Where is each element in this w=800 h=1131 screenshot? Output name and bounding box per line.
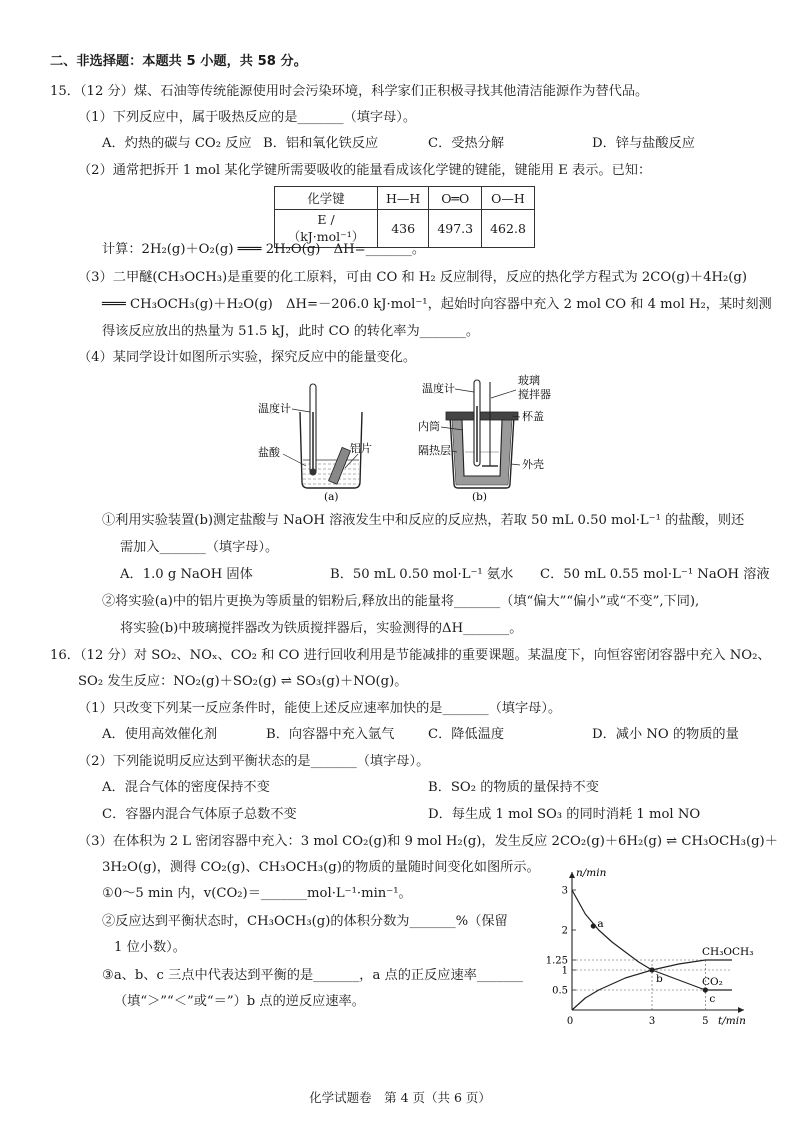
q16-part1: （1）只改变下列某一反应条件时，能使上述反应速率加快的是_______（填字母）。 [78, 701, 562, 716]
q16-p1-option-b: B．向容器中充入氩气 [266, 727, 395, 742]
q15-p1-option-c: C．受热分解 [428, 136, 505, 151]
q15-p4-1-line2: 需加入_______（填字母）。 [120, 540, 279, 555]
label-thermometer-b: 温度计 [422, 382, 455, 395]
data-point-b [649, 967, 654, 972]
mole-time-chart [545, 867, 758, 1034]
y-axis-label: n/min [576, 867, 607, 879]
x-axis-arrow [738, 1007, 744, 1013]
table-cell: O═O [429, 187, 482, 210]
apparatus-figure [250, 372, 570, 504]
label-aluminium: 铝片 [350, 442, 372, 455]
q15-part3-line2: ═══ CH₃OCH₃(g)＋H₂O(g) ΔH=－206.0 kJ·mol⁻¹，起始时向容器中充入 2 mol CO 和 4 mol H₂，某时刻测 [102, 297, 772, 312]
point-label: a [597, 918, 604, 930]
q15-part3-line3: 得该反应放出的热量为 51.5 kJ，此时 CO 的转化率为_______。 [102, 324, 480, 339]
lid [446, 412, 518, 420]
q16-p2-option-b: B．SO₂ 的物质的量保持不变 [428, 780, 599, 795]
y-tick-label: 1.25 [545, 955, 568, 967]
page-footer: 化学试题卷 第 4 页（共 6 页） [309, 1090, 491, 1105]
x-tick-label: 3 [648, 1016, 656, 1027]
q15-part3-line1: （3）二甲醚(CH₃OCH₃)是重要的化工原料，可由 CO 和 H₂ 反应制得，反应的热化学方程式为 2CO(g)＋4H₂(g) [78, 270, 748, 285]
table-cell: 462.8 [482, 210, 535, 248]
legend-label: CO₂ [702, 976, 723, 988]
label-thermometer-a: 温度计 [258, 402, 291, 415]
label-lid: 杯盖 [522, 410, 544, 423]
beaker-a [258, 384, 372, 503]
caption-b: (b) [472, 491, 487, 503]
q15-p4-2-line1: ②将实验(a)中的铝片更换为等质量的铝粉后,释放出的能量将_______（填“偏大”“偏小”或“不变”,下同), [102, 594, 700, 609]
table-cell: E /（kJ·mol⁻¹） [275, 210, 378, 248]
q15-p4-2-line2: 将实验(b)中玻璃搅拌器改为铁质搅拌器后，实验测得的ΔH_______。 [120, 621, 523, 636]
q15-p4-1-option-b: B．50 mL 0.50 mol·L⁻¹ 氨水 [330, 567, 514, 582]
y-tick-label: 2 [561, 925, 568, 937]
legend-label: CH₃OCH₃ [702, 946, 754, 958]
table-cell: 497.3 [429, 210, 482, 248]
q16-part3-line2: 3H₂O(g)，测得 CO₂(g)、CH₃OCH₃(g)的物质的量随时间变化如图所示。 [102, 860, 540, 875]
q16-sub1: ①0～5 min 内，v(CO₂)＝_______mol·L⁻¹·min⁻¹。 [102, 886, 412, 901]
q15-intro: 15．（12 分）煤、石油等传统能源使用时会污染环境，科学家们正积极寻找其他清洁能源作为替代品。 [50, 84, 649, 99]
q15-p4-1-line1: ①利用实验装置(b)测定盐酸与 NaOH 溶液发生中和反应的反应热，若取 50 mL 0.50 mol·L⁻¹ 的盐酸，则还 [102, 513, 745, 528]
q16-sub2-line2: 1 位小数）。 [114, 940, 186, 955]
y-tick-label: 1 [561, 965, 568, 977]
q16-p1-option-c: C．降低温度 [428, 727, 505, 742]
q16-sub2-line1: ②反应达到平衡状态时，CH₃OCH₃(g)的体积分数为_______%（保留 [102, 914, 508, 929]
data-point-a [591, 923, 596, 928]
q16-p1-option-d: D．减小 NO 的物质的量 [592, 727, 739, 742]
table-row [275, 187, 535, 210]
y-axis-arrow [569, 872, 575, 878]
x-axis-label: t/min [718, 1015, 746, 1027]
q15-p1-option-b: B．铝和氧化铁反应 [263, 136, 379, 151]
q15-part4: （4）某同学设计如图所示实验，探究反应中的能量变化。 [78, 350, 417, 365]
q15-p4-1-option-c: C．50 mL 0.55 mol·L⁻¹ NaOH 溶液 [540, 567, 770, 582]
bond-energy-table [274, 186, 535, 248]
table-cell: 化学键 [275, 187, 378, 210]
label-insulation: 隔热层 [418, 444, 451, 457]
q16-sub3-line2: （填“＞”“＜”或“＝”）b 点的逆反应速率。 [114, 994, 365, 1009]
q15-part2: （2）通常把拆开 1 mol 某化学键所需要吸收的能量看成该化学键的键能，键能用 E 表示。已知： [78, 163, 652, 178]
caption-a: (a) [324, 491, 339, 503]
section-title: 二、非选择题：本题共 5 小题，共 58 分。 [50, 54, 307, 69]
point-label: c [709, 993, 716, 1005]
series-line-co2 [572, 890, 732, 990]
x-tick-label: 0 [566, 1016, 574, 1027]
q16-p2-option-c: C．容器内混合气体原子总数不变 [102, 807, 297, 822]
q16-p2-option-d: D．每生成 1 mol SO₃ 的同时消耗 1 mol NO [428, 807, 701, 822]
q15-p2-calc: 计算：2H₂(g)＋O₂(g) ═══ 2H₂O(g) ΔH=_______。 [102, 242, 426, 257]
table-cell: O—H [482, 187, 535, 210]
calorimeter-b [418, 373, 551, 503]
q16-intro-line1: 16．（12 分）对 SO₂、NOₓ、CO₂ 和 CO 进行回收利用是节能减排的重要课题。某温度下，向恒容密闭容器中充入 NO₂、 [50, 648, 771, 663]
label-stirrer-1: 玻璃 [518, 374, 540, 387]
label-acid: 盐酸 [258, 446, 280, 459]
q15-part1: （1）下列反应中，属于吸热反应的是_______（填字母）。 [78, 110, 417, 125]
label-stirrer-2: 搅拌器 [518, 388, 551, 401]
data-point-c [703, 987, 708, 992]
label-inner-cup: 内筒 [418, 420, 440, 433]
q15-p1-option-a: A．灼热的碳与 CO₂ 反应 [102, 136, 252, 151]
point-label: b [656, 973, 663, 985]
label-shell: 外壳 [522, 458, 544, 471]
q16-part2: （2）下列能说明反应达到平衡状态的是_______（填字母）。 [78, 754, 430, 769]
x-tick-label: 5 [702, 1016, 709, 1027]
q16-p1-option-a: A．使用高效催化剂 [102, 727, 218, 742]
q15-p1-option-d: D．锌与盐酸反应 [592, 136, 695, 151]
table-cell: 436 [378, 210, 429, 248]
q16-part3-line1: （3）在体积为 2 L 密闭容器中充入：3 mol CO₂(g)和 9 mol H₂(g)，发生反应 2CO₂(g)＋6H₂(g) ⇌ CH₃OCH₃(g)＋ [78, 834, 778, 849]
y-tick-label: 3 [561, 885, 568, 897]
table-cell: H—H [378, 187, 429, 210]
q16-intro-line2: SO₂ 发生反应：NO₂(g)＋SO₂(g) ⇌ SO₃(g)＋NO(g)。 [78, 674, 408, 689]
y-tick-label: 0.5 [552, 985, 568, 997]
q16-sub3-line1: ③a、b、c 三点中代表达到平衡的是_______，a 点的正反应速率_______ [102, 968, 524, 983]
q15-p4-1-option-a: A．1.0 g NaOH 固体 [120, 567, 253, 582]
q16-p2-option-a: A．混合气体的密度保持不变 [102, 780, 270, 795]
